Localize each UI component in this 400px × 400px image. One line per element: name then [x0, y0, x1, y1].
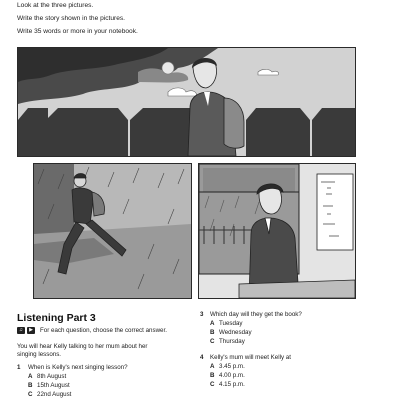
question-4-text: Kelly's mum will meet Kelly at: [210, 354, 291, 361]
question-3-option-c[interactable]: [210, 338, 245, 346]
option-letter: C: [210, 338, 215, 345]
option-text: 22nd August: [37, 391, 72, 398]
question-4-option-c[interactable]: [210, 381, 245, 389]
option-letter: A: [28, 373, 33, 380]
option-letter: A: [210, 363, 215, 370]
option-text: 15th August: [37, 382, 70, 389]
section-instruction: For each question, choose the correct answer.: [40, 327, 167, 334]
option-text: Tuesday: [219, 320, 243, 327]
intro-line-1: You will hear Kelly talking to her mum about her: [17, 343, 148, 350]
picture-3-drawing: [199, 164, 355, 298]
picture-2-drawing: [34, 164, 191, 298]
intro-line-2: singing lessons.: [17, 351, 62, 358]
option-letter: C: [28, 391, 33, 398]
option-text: 4.00 p.m.: [219, 372, 245, 379]
section-heading: Listening Part 3: [17, 312, 96, 324]
option-letter: B: [28, 382, 33, 389]
question-1-option-b[interactable]: [28, 382, 70, 390]
question-1-option-c[interactable]: [28, 391, 71, 399]
question-3-number: 3: [200, 311, 204, 318]
option-text: 3.45 p.m.: [219, 363, 245, 370]
option-letter: A: [210, 320, 215, 327]
picture-1-drawing: [18, 48, 355, 156]
question-1-text: When is Kelly's next singing lesson?: [28, 364, 128, 371]
option-letter: B: [210, 372, 215, 379]
question-1-number: 1: [17, 364, 21, 371]
instruction-line-2: Write the story shown in the pictures.: [17, 15, 125, 22]
question-1-option-a[interactable]: [28, 373, 66, 381]
option-text: Thursday: [219, 338, 245, 345]
question-3-option-a[interactable]: [210, 320, 243, 328]
option-letter: B: [210, 329, 215, 336]
question-4-option-a[interactable]: [210, 363, 245, 371]
option-letter: C: [210, 381, 215, 388]
option-text: Wednesday: [219, 329, 252, 336]
picture-2: [33, 163, 192, 299]
instruction-line-1: Look at the three pictures.: [17, 2, 94, 9]
picture-1: [17, 47, 356, 157]
option-text: 8th August: [37, 373, 67, 380]
instruction-line-3: Write 35 words or more in your notebook.: [17, 28, 138, 35]
question-4-option-b[interactable]: [210, 372, 245, 380]
question-3-text: Which day will they get the book?: [210, 311, 302, 318]
audio-icons: [17, 327, 35, 334]
question-3-option-b[interactable]: [210, 329, 252, 337]
question-4-number: 4: [200, 354, 204, 361]
audio-icon: ♫: [17, 327, 25, 334]
option-text: 4.15 p.m.: [219, 381, 245, 388]
track-icon: ▶: [27, 327, 35, 334]
picture-3: [198, 163, 356, 299]
